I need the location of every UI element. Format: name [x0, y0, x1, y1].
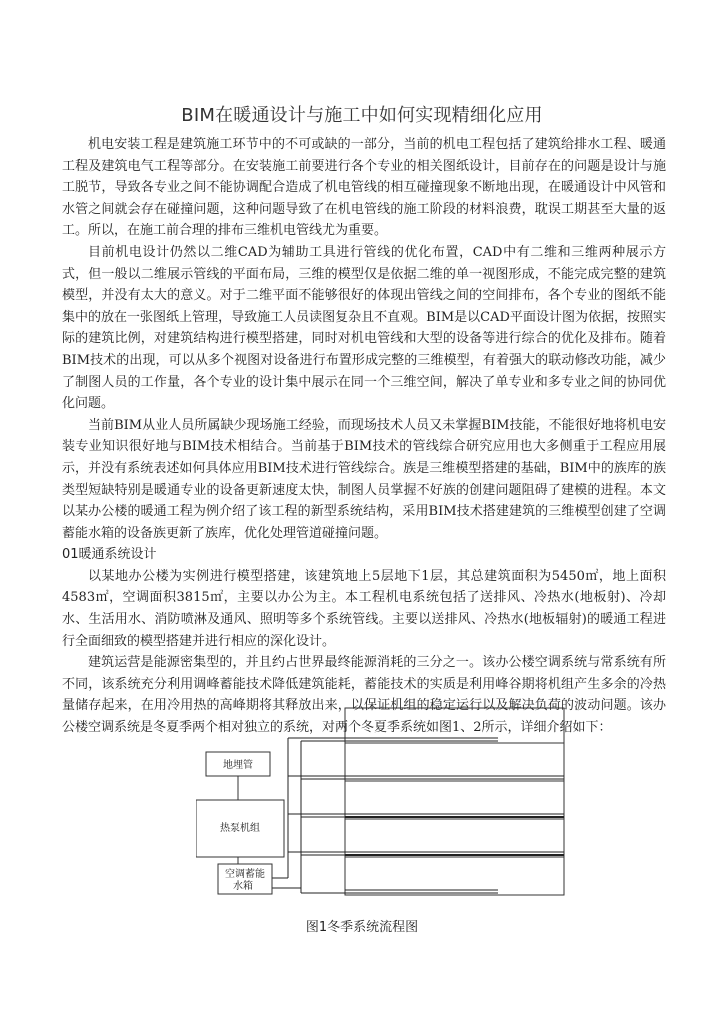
building-block — [345, 708, 564, 895]
section-heading: 01暖通系统设计 — [62, 547, 157, 563]
paragraph-intro: 机电安装工程是建筑施工环节中的不可或缺的一部分，当前的机电工程包括了建筑给排水工程、暖通工程及建筑电气工程等部分。在安装施工前要进行各个专业的相关图纸设计，目前存在的问题是设计与施工脱节，导致各专业之间不能协调配合造成了机电管线的相互碰撞现象不断地出现，在暖通设计中风管和水管之间就会存在碰撞问题，这种问题导致了在机电管线的施工阶段的材料浪费，耽误工期甚至大量的返工。所以，在施工前合理的排布三维机电管线尤为重要。 — [62, 137, 666, 239]
paragraph-energy: 建筑运营是能源密集型的，并且约占世界最终能源消耗的三分之一。该办公楼空调系统与常系统有所不同，该系统充分利用调峰蓄能技术降低建筑能耗，蓄能技术的实质是利用峰谷期将机组产生多余的冷热量储存起来，在用冷用热的高峰期将其释放出来，以保证机组的稳定运行以及解决负荷的波动问题。该办公楼空调系统是冬夏季两个相对独立的系统，对两个冬夏季系统如图1、2所示，详细介绍如下： — [62, 655, 666, 736]
figure-caption: 图1冬季系统流程图 — [305, 920, 419, 935]
riser-pipes — [272, 738, 345, 893]
storage-tank-label-line2: 水箱 — [233, 881, 253, 892]
document-body — [62, 134, 666, 739]
diagram-svg — [196, 700, 566, 900]
winter-system-diagram — [196, 700, 566, 900]
building-floor-4 — [345, 819, 564, 857]
document-title: BIM在暖通设计与施工中如何实现精细化应用 — [181, 105, 543, 126]
building-floor-3 — [345, 781, 564, 819]
ground-pipe-label: 地埋管 — [223, 760, 253, 771]
paragraph-cad: 目前机电设计仍然以二维CAD为辅助工具进行管线的优化布置，CAD中有二维和三维两种展示方式，但一般以二维展示管线的平面布局，三维的模型仅是依据二维的单一视图形成，不能完成完整的建筑模型，并没有太大的意义。对于二维平面不能够很好的体现出管线之间的空间排布，各个专业的图纸不能集中的放在一张图纸上管理，导致施工人员读图复杂且不直观。BIM是以CAD平面设计图为依据，按照实际的建筑比例，对建筑结构进行模型搭建，同时对机电管线和大型的设备等进行综合的优化及排布。随着BIM技术的出现，可以从多个视图对设备进行布置形成完整的三维模型，有着强大的联动修改功能，减少了制图人员的工作量，各个专业的设计集中展示在同一个三维空间，解决了单专业和多专业之间的协同优化问题。 — [62, 244, 666, 412]
building-floor-2 — [345, 743, 564, 781]
storage-tank-label-line1: 空调蓄能 — [225, 869, 265, 880]
paragraph-building: 以某地办公楼为实例进行模型搭建，该建筑地上5层地下1层，其总建筑面积为5450㎡，地上面积4583㎡，空调面积3815㎡，主要以办公为主。本工程机电系统包括了送排风、冷热水(地板射)、冷却水、生活用水、消防喷淋及通风、照明等多个系统管线。主要以送排风、冷热水(地板辐射)的暖通工程进行全面细致的模型搭建并进行相应的深化设计。 — [62, 568, 666, 649]
floor-pipes — [345, 738, 564, 893]
paragraph-bim: 当前BIM从业人员所属缺少现场施工经验，而现场技术人员又未掌握BIM技能，不能很好地将机电安装专业知识很好地与BIM技术相结合。当前基于BIM技术的管线综合研究应用也大多侧重于工程应用展示，并没有系统表述如何具体应用BIM技术进行管线综合。族是三维模型搭建的基础，BIM中的族库的族类型短缺特别是暖通专业的设备更新速度太快，制图人员掌握不好族的创建问题阻碍了建模的进程。本文以某办公楼的暖通工程为例介绍了该工程的新型系统结构，采用BIM技术搭建建筑的三维模型创建了空调蓄能水箱的设备族更新了族库，优化处理管道碰撞问题。 — [62, 417, 666, 541]
building-floor-5 — [345, 857, 564, 895]
heat-pump-label: 热泵机组 — [220, 823, 260, 834]
